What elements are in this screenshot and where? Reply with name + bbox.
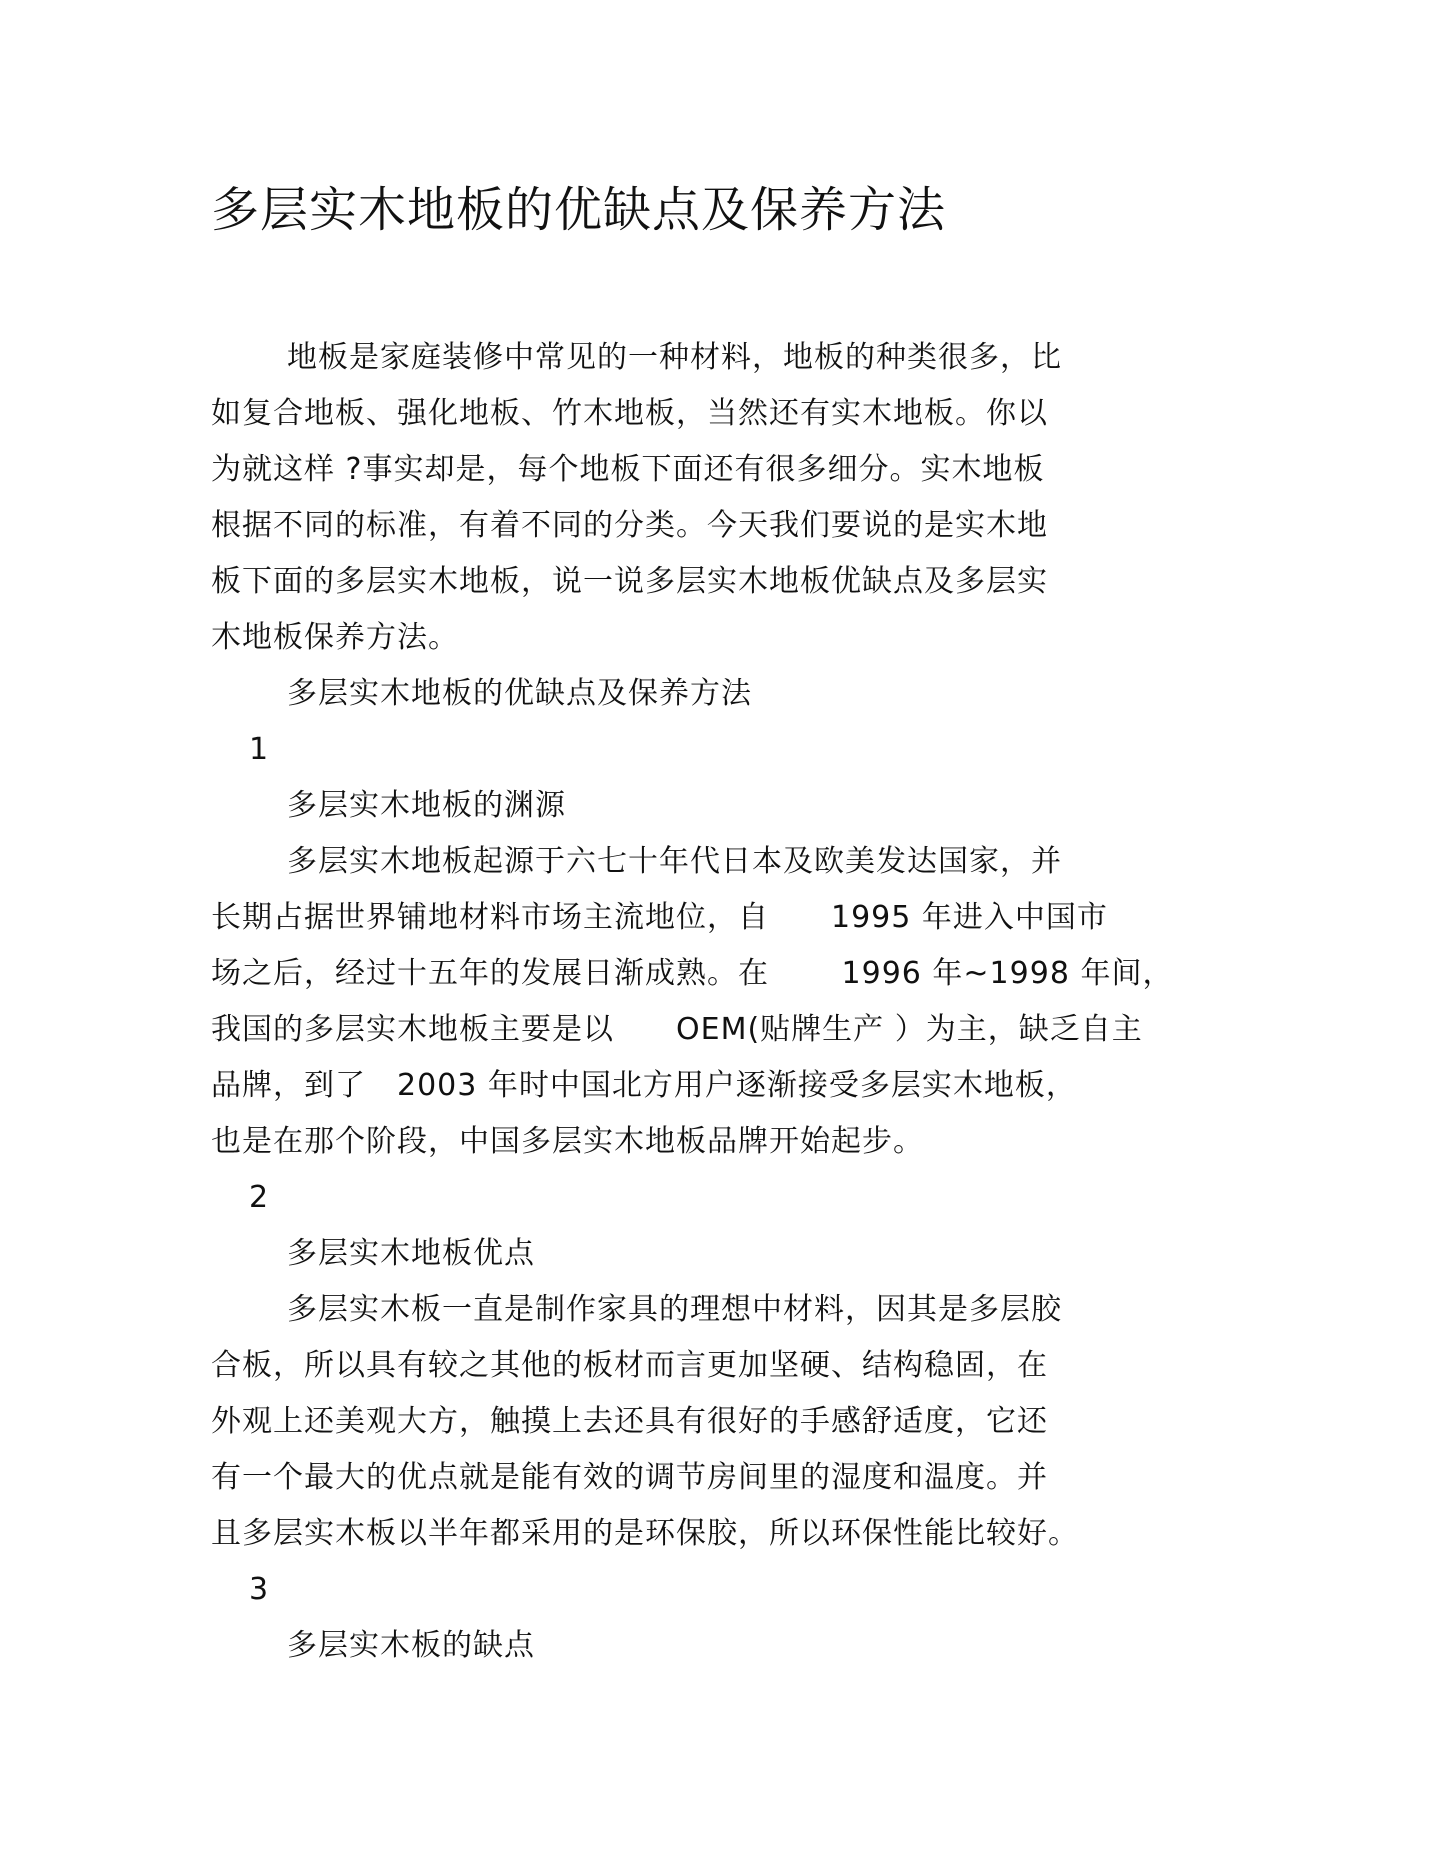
paragraph-line: 木地板保养方法。: [211, 620, 459, 655]
paragraph-line: 也是在那个阶段，中国多层实木地板品牌开始起步。: [211, 1124, 924, 1159]
paragraph-line: 长期占据世界铺地材料市场主流地位，自 1995 年进入中国市: [211, 900, 1108, 935]
paragraph-line: 板下面的多层实木地板，说一说多层实木地板优缺点及多层实: [211, 564, 1048, 599]
paragraph-line: 多层实木板一直是制作家具的理想中材料，因其是多层胶: [287, 1292, 1062, 1327]
section-heading: 多层实木板的缺点: [287, 1628, 535, 1663]
paragraph-line: 有一个最大的优点就是能有效的调节房间里的湿度和温度。并: [211, 1460, 1048, 1495]
paragraph-line: 场之后，经过十五年的发展日渐成熟。在 1996 年~1998 年间，: [211, 956, 1174, 991]
document-title: 多层实木地板的优缺点及保养方法: [211, 182, 947, 238]
paragraph-line: 我国的多层实木地板主要是以 OEM(贴牌生产 ）为主，缺乏自主: [211, 1012, 1143, 1047]
paragraph-line: 为就这样 ?事实却是，每个地板下面还有很多细分。实木地板: [211, 452, 1045, 487]
paragraph-line: 品牌，到了 2003 年时中国北方用户逐渐接受多层实木地板，: [211, 1068, 1077, 1103]
paragraph-line: 合板，所以具有较之其他的板材而言更加坚硬、结构稳固，在: [211, 1348, 1048, 1383]
paragraph-line: 多层实木地板起源于六七十年代日本及欧美发达国家，并: [287, 844, 1062, 879]
paragraph-line: 如复合地板、强化地板、竹木地板，当然还有实木地板。你以: [211, 396, 1048, 431]
paragraph-line: 根据不同的标准，有着不同的分类。今天我们要说的是实木地: [211, 508, 1048, 543]
section-number: 3: [249, 1572, 270, 1607]
section-heading: 多层实木地板优点: [287, 1236, 535, 1271]
paragraph-line: 地板是家庭装修中常见的一种材料，地板的种类很多，比: [287, 340, 1062, 375]
section-heading: 多层实木地板的渊源: [287, 788, 566, 823]
section-number: 2: [249, 1180, 270, 1215]
section-heading: 多层实木地板的优缺点及保养方法: [287, 676, 752, 711]
paragraph-line: 且多层实木板以半年都采用的是环保胶，所以环保性能比较好。: [211, 1516, 1079, 1551]
paragraph-line: 外观上还美观大方，触摸上去还具有很好的手感舒适度，它还: [211, 1404, 1048, 1439]
section-number: 1: [249, 732, 270, 767]
